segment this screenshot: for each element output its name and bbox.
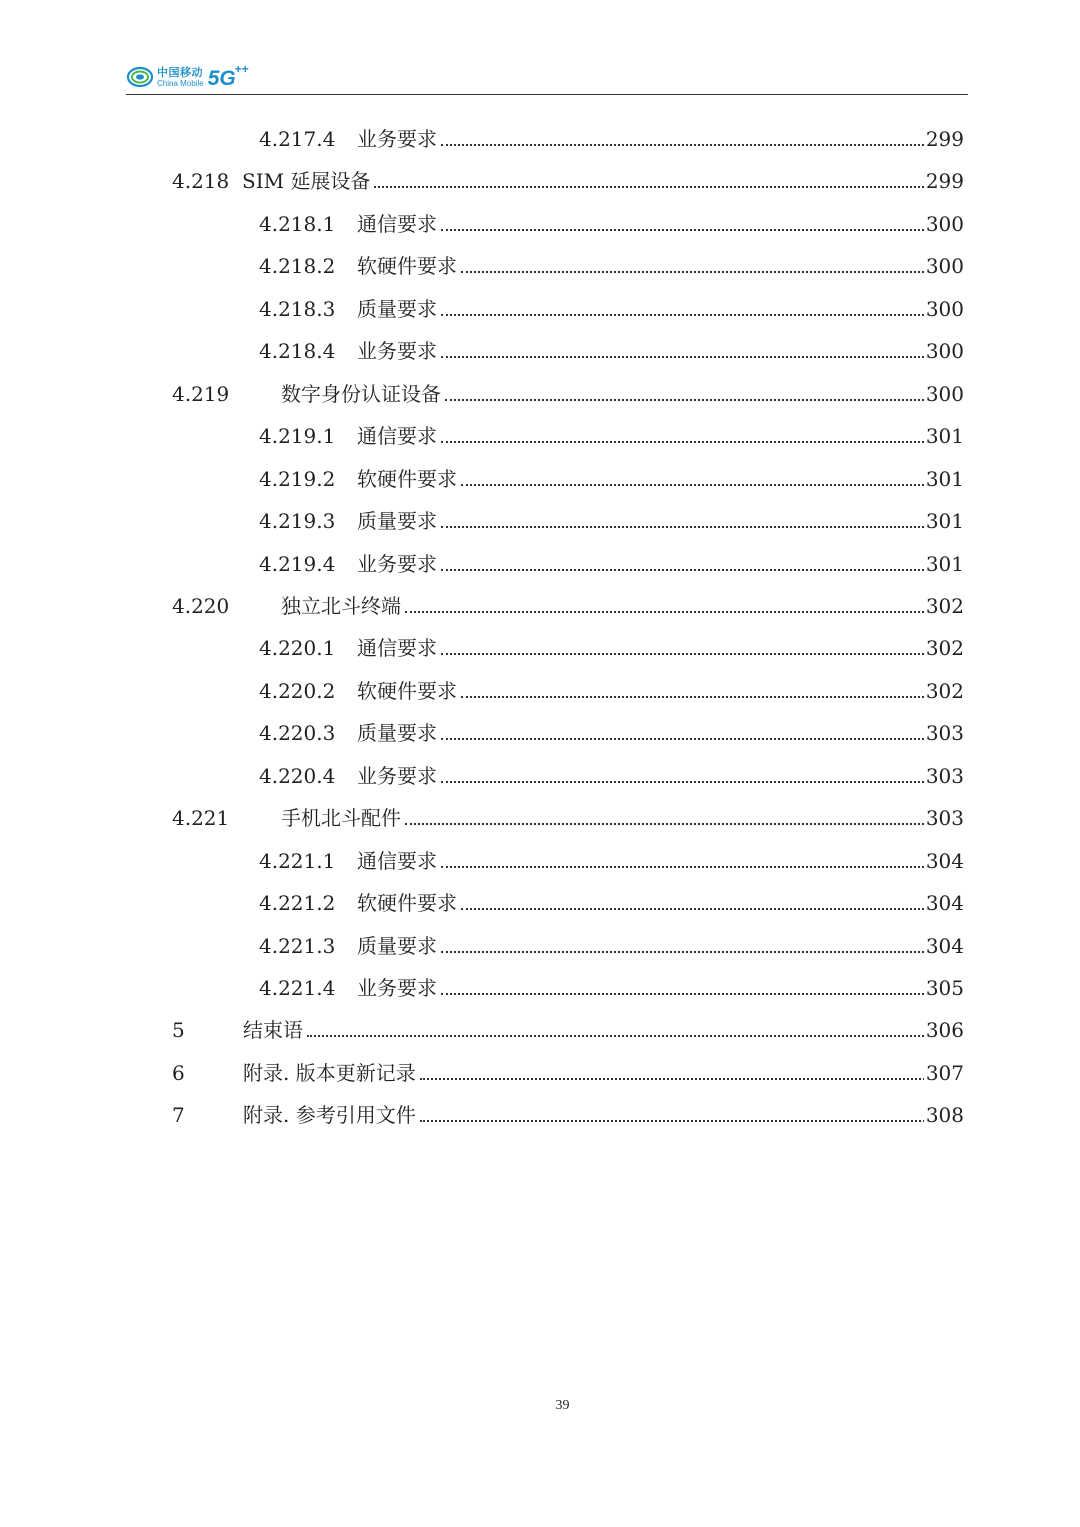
toc-entry[interactable] bbox=[0, 676, 1080, 706]
toc-dot-leader bbox=[420, 1078, 928, 1080]
toc-entry-number: 4.218.2 bbox=[259, 251, 335, 281]
toc-dot-leader bbox=[374, 186, 928, 188]
toc-dot-leader bbox=[441, 993, 928, 995]
toc-entry-title: 附录. 版本更新记录 bbox=[243, 1058, 416, 1088]
toc-entry[interactable] bbox=[0, 888, 1080, 918]
toc-entry[interactable] bbox=[0, 124, 1080, 154]
toc-entry[interactable] bbox=[0, 931, 1080, 961]
toc-entry-number: 4.219 bbox=[172, 379, 229, 409]
toc-entry-title: 软硬件要求 bbox=[357, 888, 457, 918]
toc-entry-title: 独立北斗终端 bbox=[281, 591, 401, 621]
toc-entry-page: 303 bbox=[924, 761, 964, 791]
toc-entry-page: 308 bbox=[924, 1100, 964, 1130]
toc-entry-number: 4.221.1 bbox=[259, 846, 335, 876]
toc-entry-number: 4.218.1 bbox=[259, 209, 335, 239]
toc-entry-number: 5 bbox=[172, 1015, 185, 1045]
toc-entry-page: 302 bbox=[924, 676, 964, 706]
toc-entry-title: 通信要求 bbox=[357, 421, 437, 451]
toc-entry-page: 307 bbox=[924, 1058, 964, 1088]
toc-entry-page: 300 bbox=[924, 251, 964, 281]
toc-dot-leader bbox=[441, 229, 928, 231]
toc-entry-page: 300 bbox=[924, 294, 964, 324]
toc-entry[interactable] bbox=[0, 464, 1080, 494]
toc-dot-leader bbox=[420, 1120, 928, 1122]
toc-entry-title: 业务要求 bbox=[357, 124, 437, 154]
toc-entry-title: 业务要求 bbox=[357, 336, 437, 366]
toc-entry[interactable] bbox=[0, 718, 1080, 748]
logo-plus-text: ++ bbox=[234, 62, 249, 76]
toc-entry-title: 手机北斗配件 bbox=[281, 803, 401, 833]
toc-dot-leader bbox=[441, 866, 928, 868]
toc-entry-number: 4.221.2 bbox=[259, 888, 335, 918]
toc-dot-leader bbox=[441, 314, 928, 316]
toc-entry-number: 4.219.2 bbox=[259, 464, 335, 494]
toc-entry-number: 4.220.1 bbox=[259, 633, 335, 663]
toc-entry-number: 4.220 bbox=[172, 591, 229, 621]
china-mobile-logo bbox=[126, 62, 249, 92]
toc-entry[interactable] bbox=[0, 1015, 1080, 1045]
toc-dot-leader bbox=[461, 696, 928, 698]
toc-entry-title: 附录. 参考引用文件 bbox=[243, 1100, 416, 1130]
toc-entry-title: 软硬件要求 bbox=[357, 251, 457, 281]
toc-entry[interactable] bbox=[0, 1058, 1080, 1088]
toc-entry[interactable] bbox=[0, 421, 1080, 451]
toc-entry-page: 303 bbox=[924, 803, 964, 833]
toc-entry-page: 300 bbox=[924, 209, 964, 239]
toc-dot-leader bbox=[461, 271, 928, 273]
toc-entry-title: 质量要求 bbox=[357, 718, 437, 748]
toc-dot-leader bbox=[307, 1035, 928, 1037]
toc-dot-leader bbox=[441, 951, 928, 953]
toc-dot-leader bbox=[441, 569, 928, 571]
toc-entry-title: 数字身份认证设备 bbox=[281, 379, 441, 409]
toc-entry-title: 质量要求 bbox=[357, 931, 437, 961]
toc-entry-page: 300 bbox=[924, 379, 964, 409]
toc-dot-leader bbox=[461, 484, 928, 486]
toc-dot-leader bbox=[441, 356, 928, 358]
toc-entry-title: 业务要求 bbox=[357, 549, 437, 579]
page-header bbox=[126, 60, 968, 95]
toc-entry[interactable] bbox=[0, 1100, 1080, 1130]
toc-entry-page: 304 bbox=[924, 846, 964, 876]
toc-entry-title: SIM 延展设备 bbox=[242, 166, 370, 196]
toc-entry-number: 4.221.4 bbox=[259, 973, 335, 1003]
toc-entry-title: 业务要求 bbox=[357, 973, 437, 1003]
toc-entry-page: 303 bbox=[924, 718, 964, 748]
toc-entry-title: 通信要求 bbox=[357, 209, 437, 239]
toc-dot-leader bbox=[441, 781, 928, 783]
toc-dot-leader bbox=[441, 526, 928, 528]
toc-entry-number: 4.221 bbox=[172, 803, 229, 833]
toc-entry-title: 通信要求 bbox=[357, 633, 437, 663]
toc-entry-number: 4.217.4 bbox=[259, 124, 335, 154]
toc-dot-leader bbox=[441, 738, 928, 740]
toc-entry-number: 4.220.4 bbox=[259, 761, 335, 791]
toc-entry-number: 7 bbox=[172, 1100, 185, 1130]
toc-dot-leader bbox=[441, 653, 928, 655]
toc-entry[interactable] bbox=[0, 549, 1080, 579]
logo-5g-text: 5G bbox=[207, 67, 236, 90]
toc-entry-number: 6 bbox=[172, 1058, 185, 1088]
toc-entry[interactable] bbox=[0, 591, 1080, 621]
toc-entry-number: 4.218 bbox=[172, 166, 229, 196]
toc-entry-title: 质量要求 bbox=[357, 506, 437, 536]
toc-entry-number: 4.219.3 bbox=[259, 506, 335, 536]
toc-entry[interactable] bbox=[0, 973, 1080, 1003]
toc-entry-page: 300 bbox=[924, 336, 964, 366]
toc-entry-page: 302 bbox=[924, 591, 964, 621]
toc-entry[interactable] bbox=[0, 506, 1080, 536]
toc-entry[interactable] bbox=[0, 209, 1080, 239]
toc-entry[interactable] bbox=[0, 633, 1080, 663]
toc-entry[interactable] bbox=[0, 336, 1080, 366]
toc-entry-number: 4.218.3 bbox=[259, 294, 335, 324]
toc-entry[interactable] bbox=[0, 761, 1080, 791]
toc-entry-page: 299 bbox=[924, 166, 964, 196]
toc-entry-number: 4.221.3 bbox=[259, 931, 335, 961]
toc-entry-title: 结束语 bbox=[243, 1015, 303, 1045]
toc-entry-title: 通信要求 bbox=[357, 846, 437, 876]
toc-entry[interactable] bbox=[0, 846, 1080, 876]
logo-english-text: China Mobile bbox=[157, 78, 204, 88]
toc-dot-leader bbox=[441, 441, 928, 443]
toc-entry-page: 301 bbox=[924, 549, 964, 579]
toc-entry[interactable] bbox=[0, 251, 1080, 281]
toc-entry-title: 软硬件要求 bbox=[357, 464, 457, 494]
page-number: 39 bbox=[555, 1398, 570, 1413]
toc-entry-page: 299 bbox=[924, 124, 964, 154]
toc-entry[interactable] bbox=[0, 379, 1080, 409]
toc-entry-number: 4.219.1 bbox=[259, 421, 335, 451]
toc-entry-page: 301 bbox=[924, 421, 964, 451]
toc-entry-page: 301 bbox=[924, 506, 964, 536]
toc-entry-page: 306 bbox=[924, 1015, 964, 1045]
toc-entry-number: 4.219.4 bbox=[259, 549, 335, 579]
toc-entry[interactable] bbox=[0, 294, 1080, 324]
china-mobile-mark-icon bbox=[126, 63, 154, 91]
toc-entry-page: 304 bbox=[924, 931, 964, 961]
toc-dot-leader bbox=[441, 144, 928, 146]
toc-entry[interactable] bbox=[0, 803, 1080, 833]
logo-chinese-text: 中国移动 bbox=[157, 65, 203, 79]
toc-entry-title: 软硬件要求 bbox=[357, 676, 457, 706]
toc-dot-leader bbox=[461, 908, 928, 910]
toc-entry-number: 4.220.2 bbox=[259, 676, 335, 706]
toc-dot-leader bbox=[445, 399, 928, 401]
toc-entry[interactable] bbox=[0, 166, 1080, 196]
toc-entry-page: 305 bbox=[924, 973, 964, 1003]
toc-entry-title: 业务要求 bbox=[357, 761, 437, 791]
toc-dot-leader bbox=[405, 611, 928, 613]
toc-entry-page: 301 bbox=[924, 464, 964, 494]
toc-entry-page: 302 bbox=[924, 633, 964, 663]
toc-entry-title: 质量要求 bbox=[357, 294, 437, 324]
toc-entry-number: 4.220.3 bbox=[259, 718, 335, 748]
toc-dot-leader bbox=[405, 823, 928, 825]
toc-entry-page: 304 bbox=[924, 888, 964, 918]
toc-entry-number: 4.218.4 bbox=[259, 336, 335, 366]
